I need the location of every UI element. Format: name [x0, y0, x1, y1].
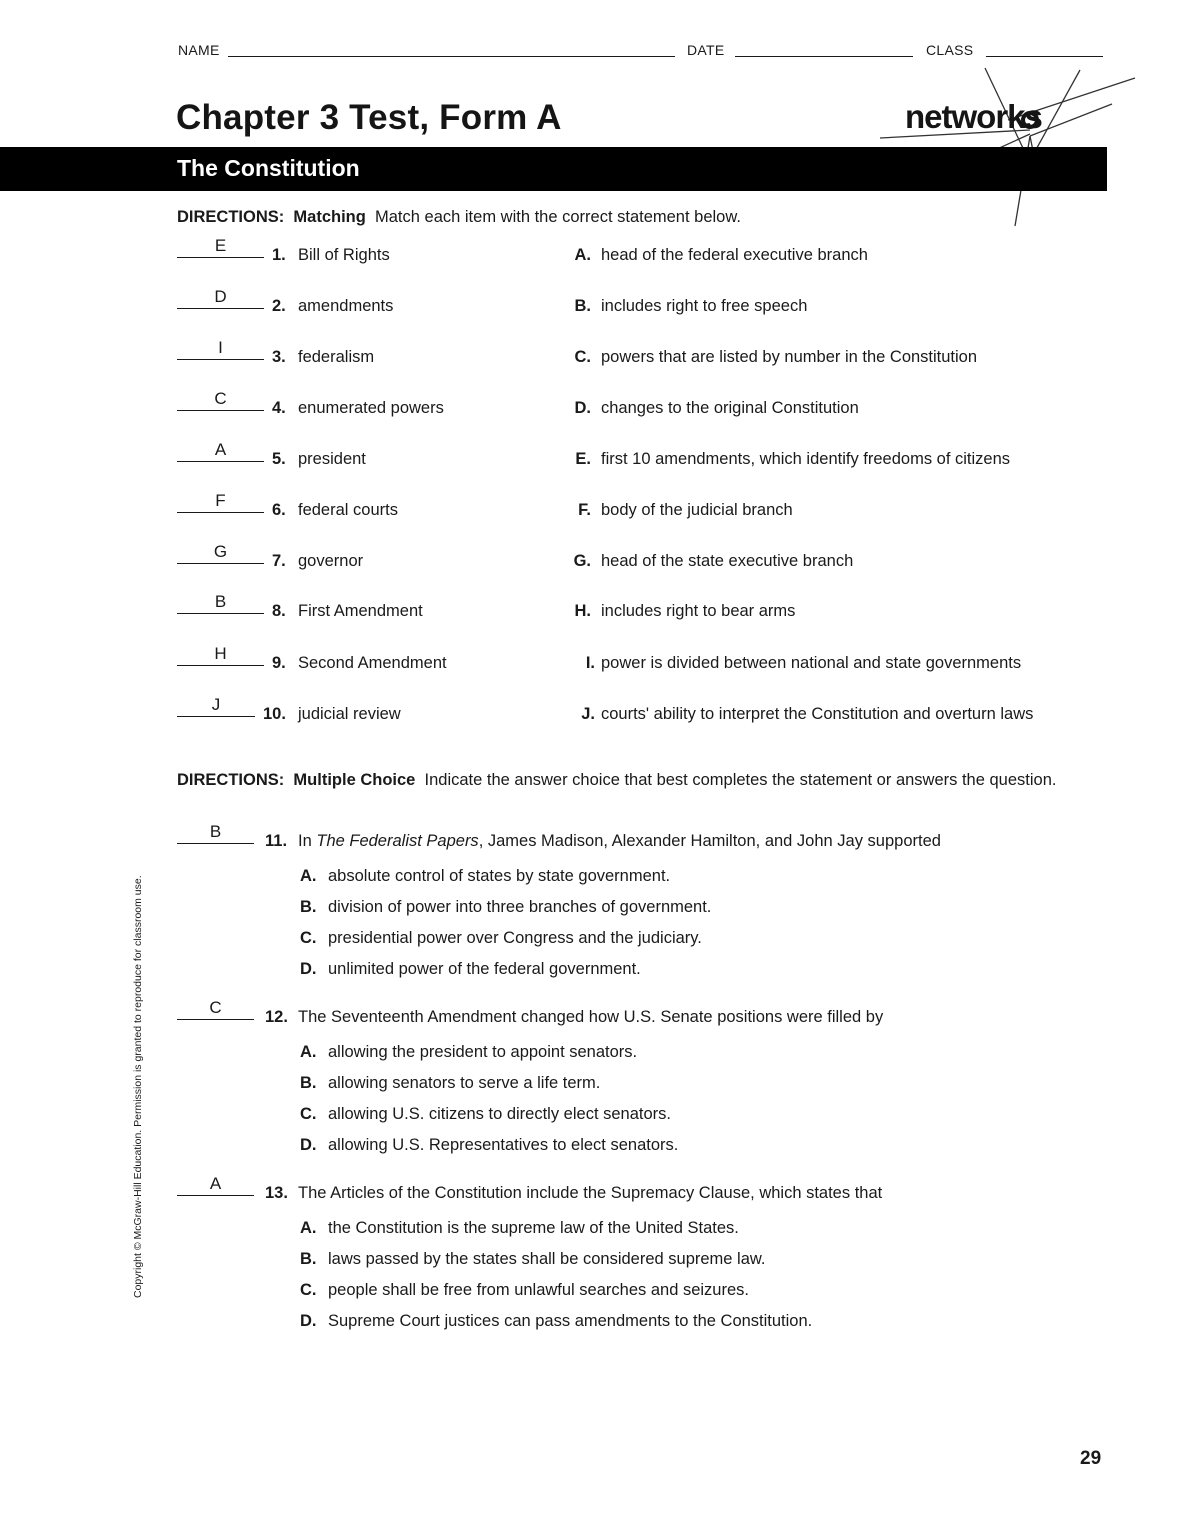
option-letter: B.: [300, 1250, 317, 1268]
answer-blank[interactable]: [177, 512, 264, 513]
answer-blank[interactable]: [177, 359, 264, 360]
answer-text: I: [218, 338, 223, 357]
class-label: CLASS: [926, 42, 974, 58]
page-title: Chapter 3 Test, Form A: [176, 98, 562, 137]
date-field[interactable]: [735, 56, 913, 57]
item-term: president: [298, 450, 366, 468]
item-number: 2.: [272, 297, 286, 315]
option-letter: C.: [300, 1281, 317, 1299]
statement-letter: D.: [574, 399, 591, 417]
answer-option: [300, 898, 711, 917]
matching-directions: [177, 205, 1102, 229]
matching-item: [177, 442, 1107, 472]
option-letter: C.: [300, 1105, 317, 1123]
question-number: 12.: [265, 1008, 288, 1026]
question-stem: The Seventeenth Amendment changed how U.S. Senate positions were filled by: [298, 1008, 884, 1026]
answer-text: D: [214, 287, 227, 306]
answer-blank[interactable]: [177, 410, 264, 411]
question-stem: The Articles of the Constitution include the Supremacy Clause, which states that: [298, 1184, 883, 1202]
answer-text: F: [215, 491, 226, 510]
option-letter: A.: [300, 867, 317, 885]
question-stem: [298, 832, 941, 851]
answer-option: [300, 1074, 600, 1093]
answer-text: C: [214, 389, 227, 408]
statement-text: includes right to free speech: [601, 297, 808, 315]
class-field[interactable]: [986, 56, 1103, 57]
item-number: 3.: [272, 348, 286, 366]
answer-option: [300, 929, 702, 948]
name-field[interactable]: [228, 56, 675, 57]
option-text: unlimited power of the federal government.: [328, 960, 641, 978]
matching-item: [177, 340, 1107, 370]
date-label: DATE: [687, 42, 725, 58]
networks-logo-text: networks: [905, 98, 1042, 135]
option-text: the Constitution is the supreme law of the United States.: [328, 1219, 739, 1237]
directions-type: Multiple Choice: [293, 771, 416, 789]
statement-letter: B.: [574, 297, 591, 315]
header-fields: [178, 42, 1103, 62]
matching-item: [177, 697, 1107, 727]
answer-option: [300, 1043, 637, 1062]
option-text: absolute control of states by state government.: [328, 867, 671, 885]
matching-item: [177, 493, 1107, 523]
item-term: federal courts: [298, 501, 398, 519]
option-letter: D.: [300, 1312, 317, 1330]
answer-option: [300, 960, 641, 979]
item-term: Bill of Rights: [298, 246, 390, 264]
section-banner: [0, 147, 1107, 191]
answer-option: [300, 1281, 749, 1300]
item-number: 9.: [272, 654, 286, 672]
statement-text: power is divided between national and state governments: [601, 654, 1022, 672]
statement-letter: E.: [575, 450, 591, 468]
answer-text: J: [211, 695, 221, 714]
statement-letter: H.: [574, 602, 591, 620]
answer-blank[interactable]: [177, 665, 264, 666]
item-term: governor: [298, 552, 364, 570]
answer-text: H: [214, 644, 227, 663]
matching-item: [177, 594, 1107, 624]
item-term: enumerated powers: [298, 399, 444, 417]
name-label: NAME: [178, 42, 220, 58]
matching-item: [177, 289, 1107, 319]
statement-text: courts' ability to interpret the Constitution and overturn laws: [601, 705, 1034, 723]
item-term: judicial review: [298, 705, 401, 723]
statement-text: body of the judicial branch: [601, 501, 793, 519]
section-title: The Constitution: [177, 155, 360, 181]
item-term: First Amendment: [298, 602, 423, 620]
statement-letter: C.: [574, 348, 591, 366]
item-number: 8.: [272, 602, 286, 620]
option-text: allowing the president to appoint senators.: [328, 1043, 638, 1061]
answer-text: E: [214, 236, 227, 255]
item-number: 4.: [272, 399, 286, 417]
answer-option: [300, 867, 670, 886]
stem-italic-title: The Federalist Papers: [316, 832, 479, 850]
answer-blank[interactable]: [177, 843, 254, 844]
statement-text: changes to the original Constitution: [601, 399, 859, 417]
matching-item: [177, 646, 1107, 676]
statement-text: first 10 amendments, which identify freedoms of citizens: [601, 450, 1011, 468]
answer-text: B: [209, 822, 222, 841]
option-letter: D.: [300, 1136, 317, 1154]
option-text: division of power into three branches of government.: [328, 898, 712, 916]
item-term: amendments: [298, 297, 394, 315]
statement-text: includes right to bear arms: [601, 602, 796, 620]
option-text: Supreme Court justices can pass amendments to the Constitution.: [328, 1312, 813, 1330]
option-letter: A.: [300, 1043, 317, 1061]
directions-type: Matching: [293, 208, 366, 226]
directions-text: Indicate the answer choice that best completes the statement or answers the question.: [424, 771, 1057, 789]
item-number: 10.: [263, 705, 286, 723]
answer-option: [300, 1250, 766, 1269]
option-letter: C.: [300, 929, 317, 947]
answer-blank[interactable]: [177, 563, 264, 564]
statement-letter: G.: [573, 552, 591, 570]
answer-blank[interactable]: [177, 257, 264, 258]
answer-blank[interactable]: [177, 1195, 254, 1196]
directions-text: Match each item with the correct statement below.: [375, 208, 741, 226]
directions-label: DIRECTIONS:: [177, 771, 285, 789]
stem-text: , James Madison, Alexander Hamilton, and John Jay supported: [478, 832, 941, 850]
answer-option: [300, 1312, 812, 1331]
option-text: people shall be free from unlawful searches and seizures.: [328, 1281, 749, 1299]
page-number: 29: [1080, 1448, 1102, 1469]
matching-item: [177, 544, 1107, 574]
statement-letter: I.: [585, 654, 595, 672]
option-text: allowing U.S. Representatives to elect senators.: [328, 1136, 679, 1154]
option-text: allowing U.S. citizens to directly elect senators.: [328, 1105, 671, 1123]
question-number: 13.: [265, 1184, 288, 1202]
option-letter: D.: [300, 960, 317, 978]
item-term: Second Amendment: [298, 654, 447, 672]
answer-text: C: [209, 998, 222, 1017]
answer-text: B: [214, 592, 227, 611]
answer-option: [300, 1105, 671, 1124]
option-letter: A.: [300, 1219, 317, 1237]
statement-letter: A.: [574, 246, 591, 264]
answer-blank[interactable]: [177, 1019, 254, 1020]
stem-text: In: [298, 832, 317, 850]
statement-text: powers that are listed by number in the Constitution: [601, 348, 978, 366]
statement-text: head of the federal executive branch: [601, 246, 868, 264]
option-letter: B.: [300, 898, 317, 916]
question-number: 11.: [265, 832, 288, 850]
answer-text: G: [213, 542, 228, 561]
answer-text: A: [214, 440, 227, 459]
answer-blank[interactable]: [177, 461, 264, 462]
answer-blank[interactable]: [177, 716, 255, 717]
option-text: presidential power over Congress and the judiciary.: [328, 929, 702, 947]
answer-option: [300, 1219, 739, 1238]
mc-directions: [177, 768, 1102, 792]
answer-text: A: [209, 1174, 222, 1193]
statement-letter: F.: [578, 501, 591, 519]
item-number: 1.: [272, 246, 286, 264]
matching-item: [177, 238, 1107, 268]
copyright-notice: Copyright © McGraw-Hill Education. Permission is granted to reproduce for classroom use.: [132, 875, 144, 1298]
answer-blank[interactable]: [177, 308, 264, 309]
option-letter: B.: [300, 1074, 317, 1092]
item-term: federalism: [298, 348, 375, 366]
statement-letter: J.: [581, 705, 595, 723]
matching-item: [177, 391, 1107, 421]
directions-label: DIRECTIONS:: [177, 208, 285, 226]
answer-blank[interactable]: [177, 613, 264, 614]
option-text: allowing senators to serve a life term.: [328, 1074, 601, 1092]
item-number: 5.: [272, 450, 286, 468]
item-number: 7.: [272, 552, 286, 570]
option-text: laws passed by the states shall be considered supreme law.: [328, 1250, 766, 1268]
item-number: 6.: [272, 501, 286, 519]
statement-text: head of the state executive branch: [601, 552, 854, 570]
answer-option: [300, 1136, 678, 1155]
